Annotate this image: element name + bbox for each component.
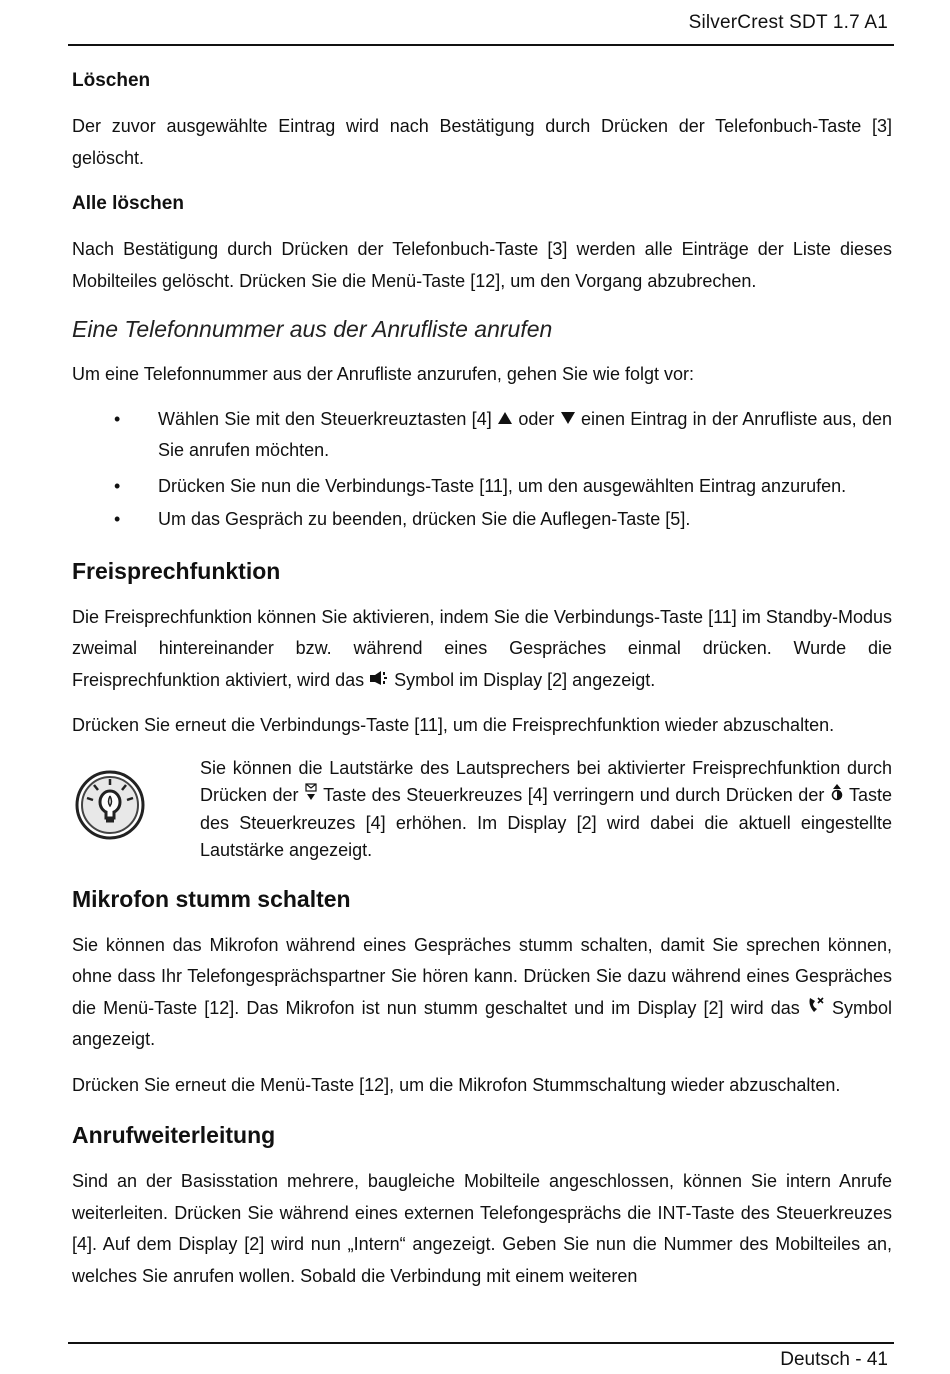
volume-up-key-icon (830, 783, 844, 801)
tip-box (72, 755, 892, 865)
heading-anrufliste: Eine Telefonnummer aus der Anrufliste anrufen (72, 316, 553, 342)
heading-mikrofon: Mikrofon stumm schalten (72, 885, 351, 912)
header-divider (68, 44, 894, 46)
microphone-mute-icon (807, 996, 825, 1014)
paragraph-mikrofon-abschalten: Drücken Sie erneut die Menü-Taste [12], um die Mikrofon Stummschaltung wieder abzuschalten. (72, 1074, 841, 1095)
lightbulb-tip-icon (72, 755, 200, 865)
page-header-title: SilverCrest SDT 1.7 A1 (688, 12, 888, 33)
tip-text-c: Taste des Steuerkreuzes [4] erhöhen. Im Display [2] wird dabei die aktuell eingestellte Lautstärke angezeigt. (200, 785, 892, 860)
down-triangle-icon (560, 411, 576, 425)
freisprech-text-b: Symbol im Display [2] angezeigt. (389, 669, 656, 690)
paragraph-loeschen: Der zuvor ausgewählte Eintrag wird nach Bestätigung durch Drücken der Telefonbuch-Taste [3] gelöscht. (72, 116, 892, 168)
bullet1-text-a: Wählen Sie mit den Steuerkreuztasten [4] (158, 408, 498, 429)
paragraph-mikrofon (72, 930, 892, 1056)
mikrofon-text-b: Symbol angezeigt. (72, 997, 892, 1049)
mikrofon-text-a: Sie können das Mikrofon während eines Gespräches stumm schalten, damit Sie sprechen können, ohne dass Ihr Telefongesprächspartner Sie hören kann. Drücken Sie dazu während eines Gespräches die Menü-Taste [12]. Das Mikrofon ist nun stumm geschaltet und im Display [2] wird das (72, 934, 892, 1018)
page-content (72, 66, 892, 1292)
volume-down-key-icon (304, 783, 318, 801)
paragraph-anrufweiterleitung: Sind an der Basisstation mehrere, baugleiche Mobilteile angeschlossen, können Sie intern Anrufe weiterleiten. Drücken Sie während eines externen Telefongesprächs die INT-Taste des Steuerkreuzes [4]. Auf dem Display [2] wird nun „Intern“ angezeigt. Geben Sie nun die Nummer des Mobilteiles an, welches Sie anrufen wollen. Sobald die Verbindung mit einem weiteren (72, 1171, 892, 1286)
heading-alle-loeschen: Alle löschen (72, 193, 184, 214)
anrufliste-steps (72, 404, 892, 536)
bullet1-text-b: oder (513, 408, 560, 429)
tip-text-a: Sie können die Lautstärke des Lautsprechers bei aktivierter Freisprechfunktion durch Drücken der (200, 757, 892, 805)
paragraph-anrufliste-intro: Um eine Telefonnummer aus der Anrufliste anzurufen, gehen Sie wie folgt vor: (72, 364, 695, 384)
heading-loeschen: Löschen (72, 70, 151, 91)
paragraph-freisprech-abschalten: Drücken Sie erneut die Verbindungs-Taste [11], um die Freisprechfunktion wieder abzuschalten. (72, 715, 835, 735)
list-item: • Drücken Sie nun die Verbindungs-Taste [11], um den ausgewählten Eintrag anzurufen. (72, 471, 892, 503)
speaker-icon (369, 670, 389, 686)
footer-divider (68, 1342, 894, 1344)
list-item (72, 404, 892, 467)
up-triangle-icon (497, 411, 513, 425)
heading-freisprechfunktion: Freisprechfunktion (72, 557, 281, 584)
list-item: • Um das Gespräch zu beenden, drücken Sie die Auflegen-Taste [5]. (72, 504, 892, 536)
heading-anrufweiterleitung: Anrufweiterleitung (72, 1122, 276, 1148)
freisprech-text-a: Die Freisprechfunktion können Sie aktivieren, indem Sie die Verbindungs-Taste [11] im Standby-Modus zweimal hintereinander bzw. während eines Gespräches einmal drücken. Wurde die Freisprechfunktion aktiviert, wird das (72, 606, 892, 690)
paragraph-alle-loeschen: Nach Bestätigung durch Drücken der Telefonbuch-Taste [3] werden alle Einträge der Liste dieses Mobilteiles gelöscht. Drücken Sie die Menü-Taste [12], um den Vorgang abzubrechen. (72, 239, 892, 291)
paragraph-freisprechfunktion (72, 602, 892, 697)
page-footer-number: Deutsch - 41 (780, 1349, 888, 1370)
bullet1-text-c: einen Eintrag in der Anrufliste aus, den Sie anrufen möchten. (158, 408, 892, 460)
tip-text (200, 755, 892, 865)
tip-text-b: Taste des Steuerkreuzes [4] verringern und durch Drücken der (318, 785, 830, 805)
